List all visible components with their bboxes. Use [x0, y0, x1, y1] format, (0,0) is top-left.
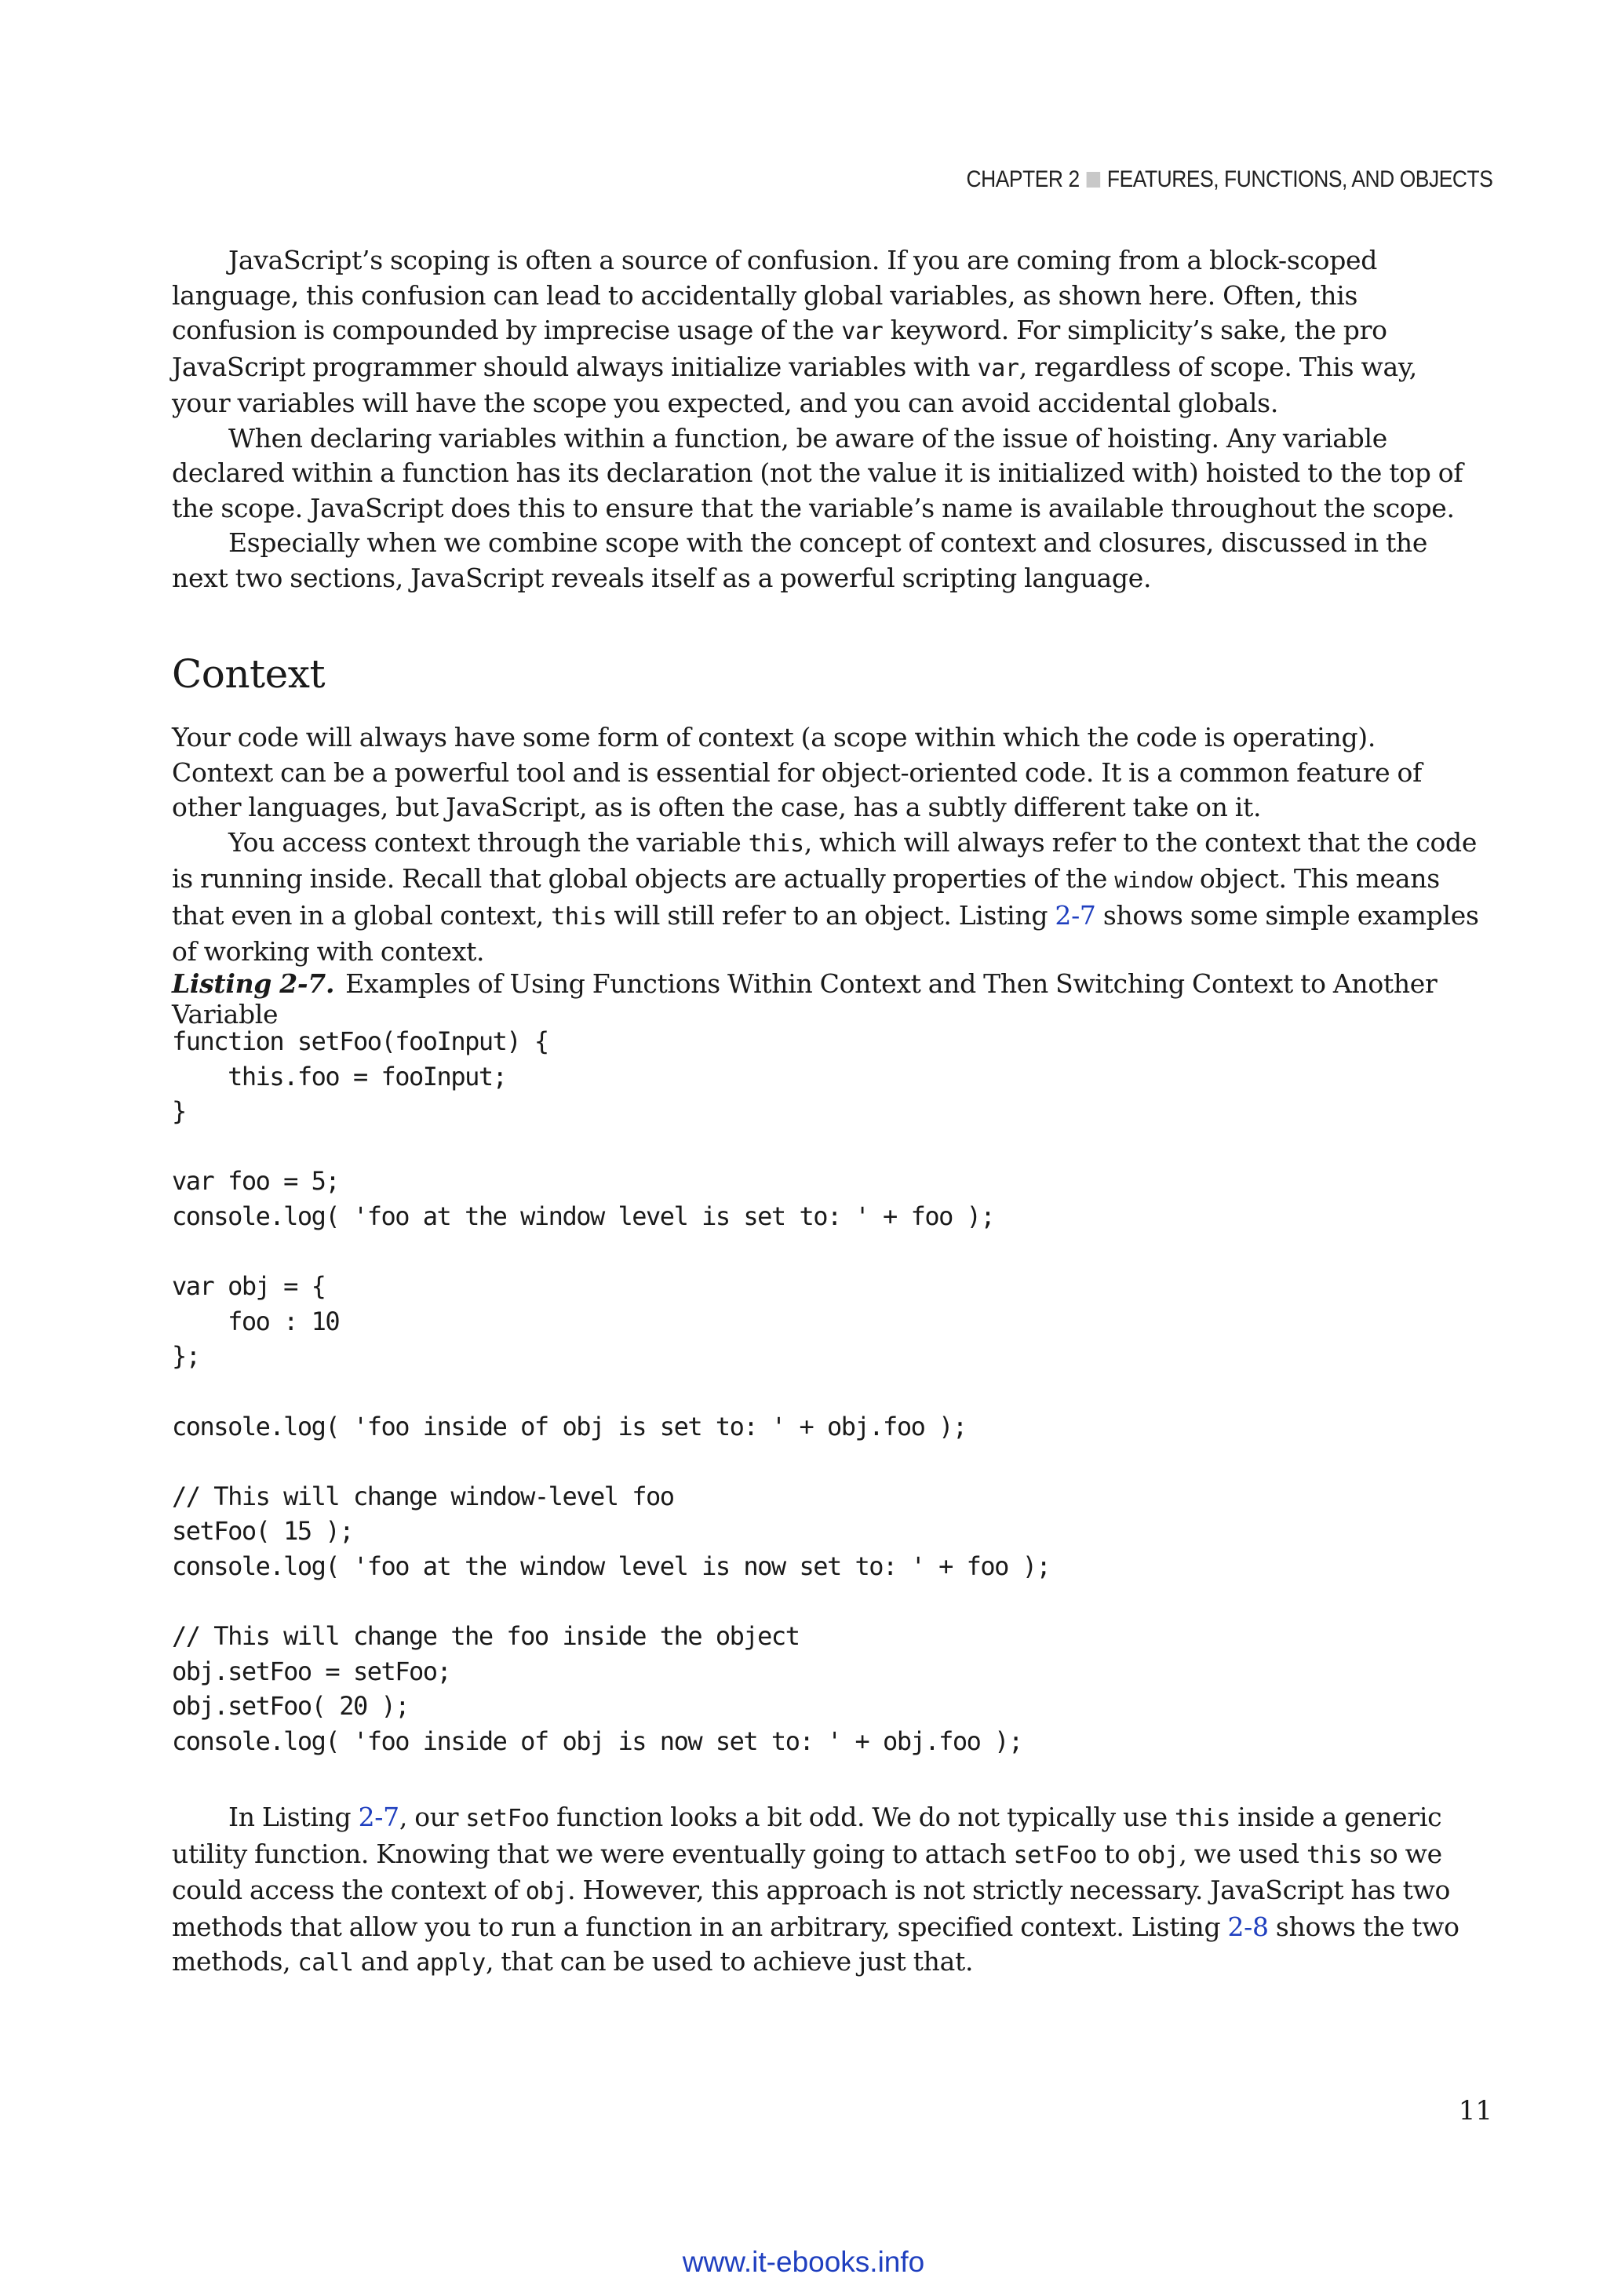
inline-code: var	[841, 318, 884, 345]
inline-code: var	[977, 354, 1019, 382]
inline-code: this	[1175, 1805, 1231, 1832]
paragraph-setfoo: In Listing 2-7, our setFoo function looks a bit odd. We do not typically use this inside a generic utility function. Knowing that we were eventually going to attach setFoo to obj, we used this so we could access the context of obj. However, this approach is not strictly necessary. JavaScript has two methods that allow you to run a function in an arbitrary, specified context. Listing 2-8 shows the two methods, call and apply, that can be used to achieve just that.	[172, 1802, 1459, 1977]
paragraph-closures: Especially when we combine scope with the concept of context and closures, discussed in the next two sections, JavaScript reveals itself as a powerful scripting language.	[172, 527, 1428, 593]
paragraph-context-this: You access context through the variable this, which will always refer to the context that the code is running inside. Recall that global objects are actually properties of the window object. This means that even in a global context, this will still refer to an object. Listing 2-7 shows some simple examples of working with context.	[172, 826, 1479, 967]
paragraph-context-intro: Your code will always have some form of context (a scope within which the code is operating). Context can be a powerful tool and is essential for object-oriented code. It is a common feature of other languages, but JavaScript, as is often the case, has a subtly different take on it.	[172, 722, 1423, 822]
listing-2-7-link[interactable]: 2-7	[1055, 899, 1096, 931]
paragraph-scoping: JavaScript’s scoping is often a source of confusion. If you are coming from a block-scoped language, this confusion can lead to accidentally global variables, as shown here. Often, this confusion is compounded by imprecise usage of the var keyword. For simplicity’s sake, the pro JavaScript programmer should always initialize variables with var, regardless of scope. This way, your variables will have the scope you expected, and you can avoid accidental globals.	[172, 245, 1417, 418]
listing-2-7-link[interactable]: 2-7	[358, 1802, 399, 1832]
section-heading: Context	[172, 651, 326, 697]
context-paragraphs	[172, 720, 1482, 970]
listing-2-8-link[interactable]: 2-8	[1227, 1911, 1269, 1942]
inline-code: setFoo	[465, 1805, 549, 1832]
listing-caption-text: Examples of Using Functions Within Context and Then Switching Context to Another Variable	[172, 968, 1438, 1030]
after-listing-paragraphs	[172, 1800, 1482, 1981]
inline-code: this	[748, 829, 804, 858]
inline-code: this	[551, 902, 607, 931]
listing-label: Listing 2-7.	[172, 968, 335, 999]
inline-code: window	[1114, 867, 1193, 893]
chapter-label: CHAPTER 2	[966, 166, 1080, 192]
inline-code: obj	[1137, 1841, 1179, 1869]
intro-paragraphs	[172, 243, 1482, 596]
page-number: 11	[1458, 2095, 1492, 2127]
inline-code: apply	[416, 1949, 486, 1977]
inline-code: call	[297, 1949, 354, 1977]
separator-square-icon	[1086, 172, 1100, 188]
listing-caption	[172, 968, 1506, 1030]
running-header	[966, 166, 1492, 193]
footer-website-link[interactable]: www.it-ebooks.info	[682, 2246, 925, 2278]
inline-code: obj	[525, 1878, 568, 1905]
inline-code: this	[1306, 1841, 1363, 1869]
chapter-title: FEATURES, FUNCTIONS, AND OBJECTS	[1106, 166, 1492, 192]
paragraph-hoisting: When declaring variables within a function, be aware of the issue of hoisting. Any variable declared within a function has its declaration (not the value it is initialized with) hoisted to the top of the scope. JavaScript does this to ensure that the variable’s name is available throughout the scope.	[172, 422, 1463, 523]
code-listing: function setFoo(fooInput) { this.foo = fooInput; } var foo = 5; console.log( 'foo at the window level is set to: ' + foo ); var obj = { foo : 10 }; console.log( 'foo inside of obj is set to: ' + obj.foo ); // This will change window-level foo setFoo( 15 ); console.log( 'foo at the window level is now set to: ' + foo ); // This will change the foo inside the object obj.setFoo = setFoo; obj.setFoo( 20 ); console.log( 'foo inside of obj is now set to: ' + obj.foo );	[172, 1026, 1051, 1756]
inline-code: setFoo	[1013, 1841, 1098, 1869]
